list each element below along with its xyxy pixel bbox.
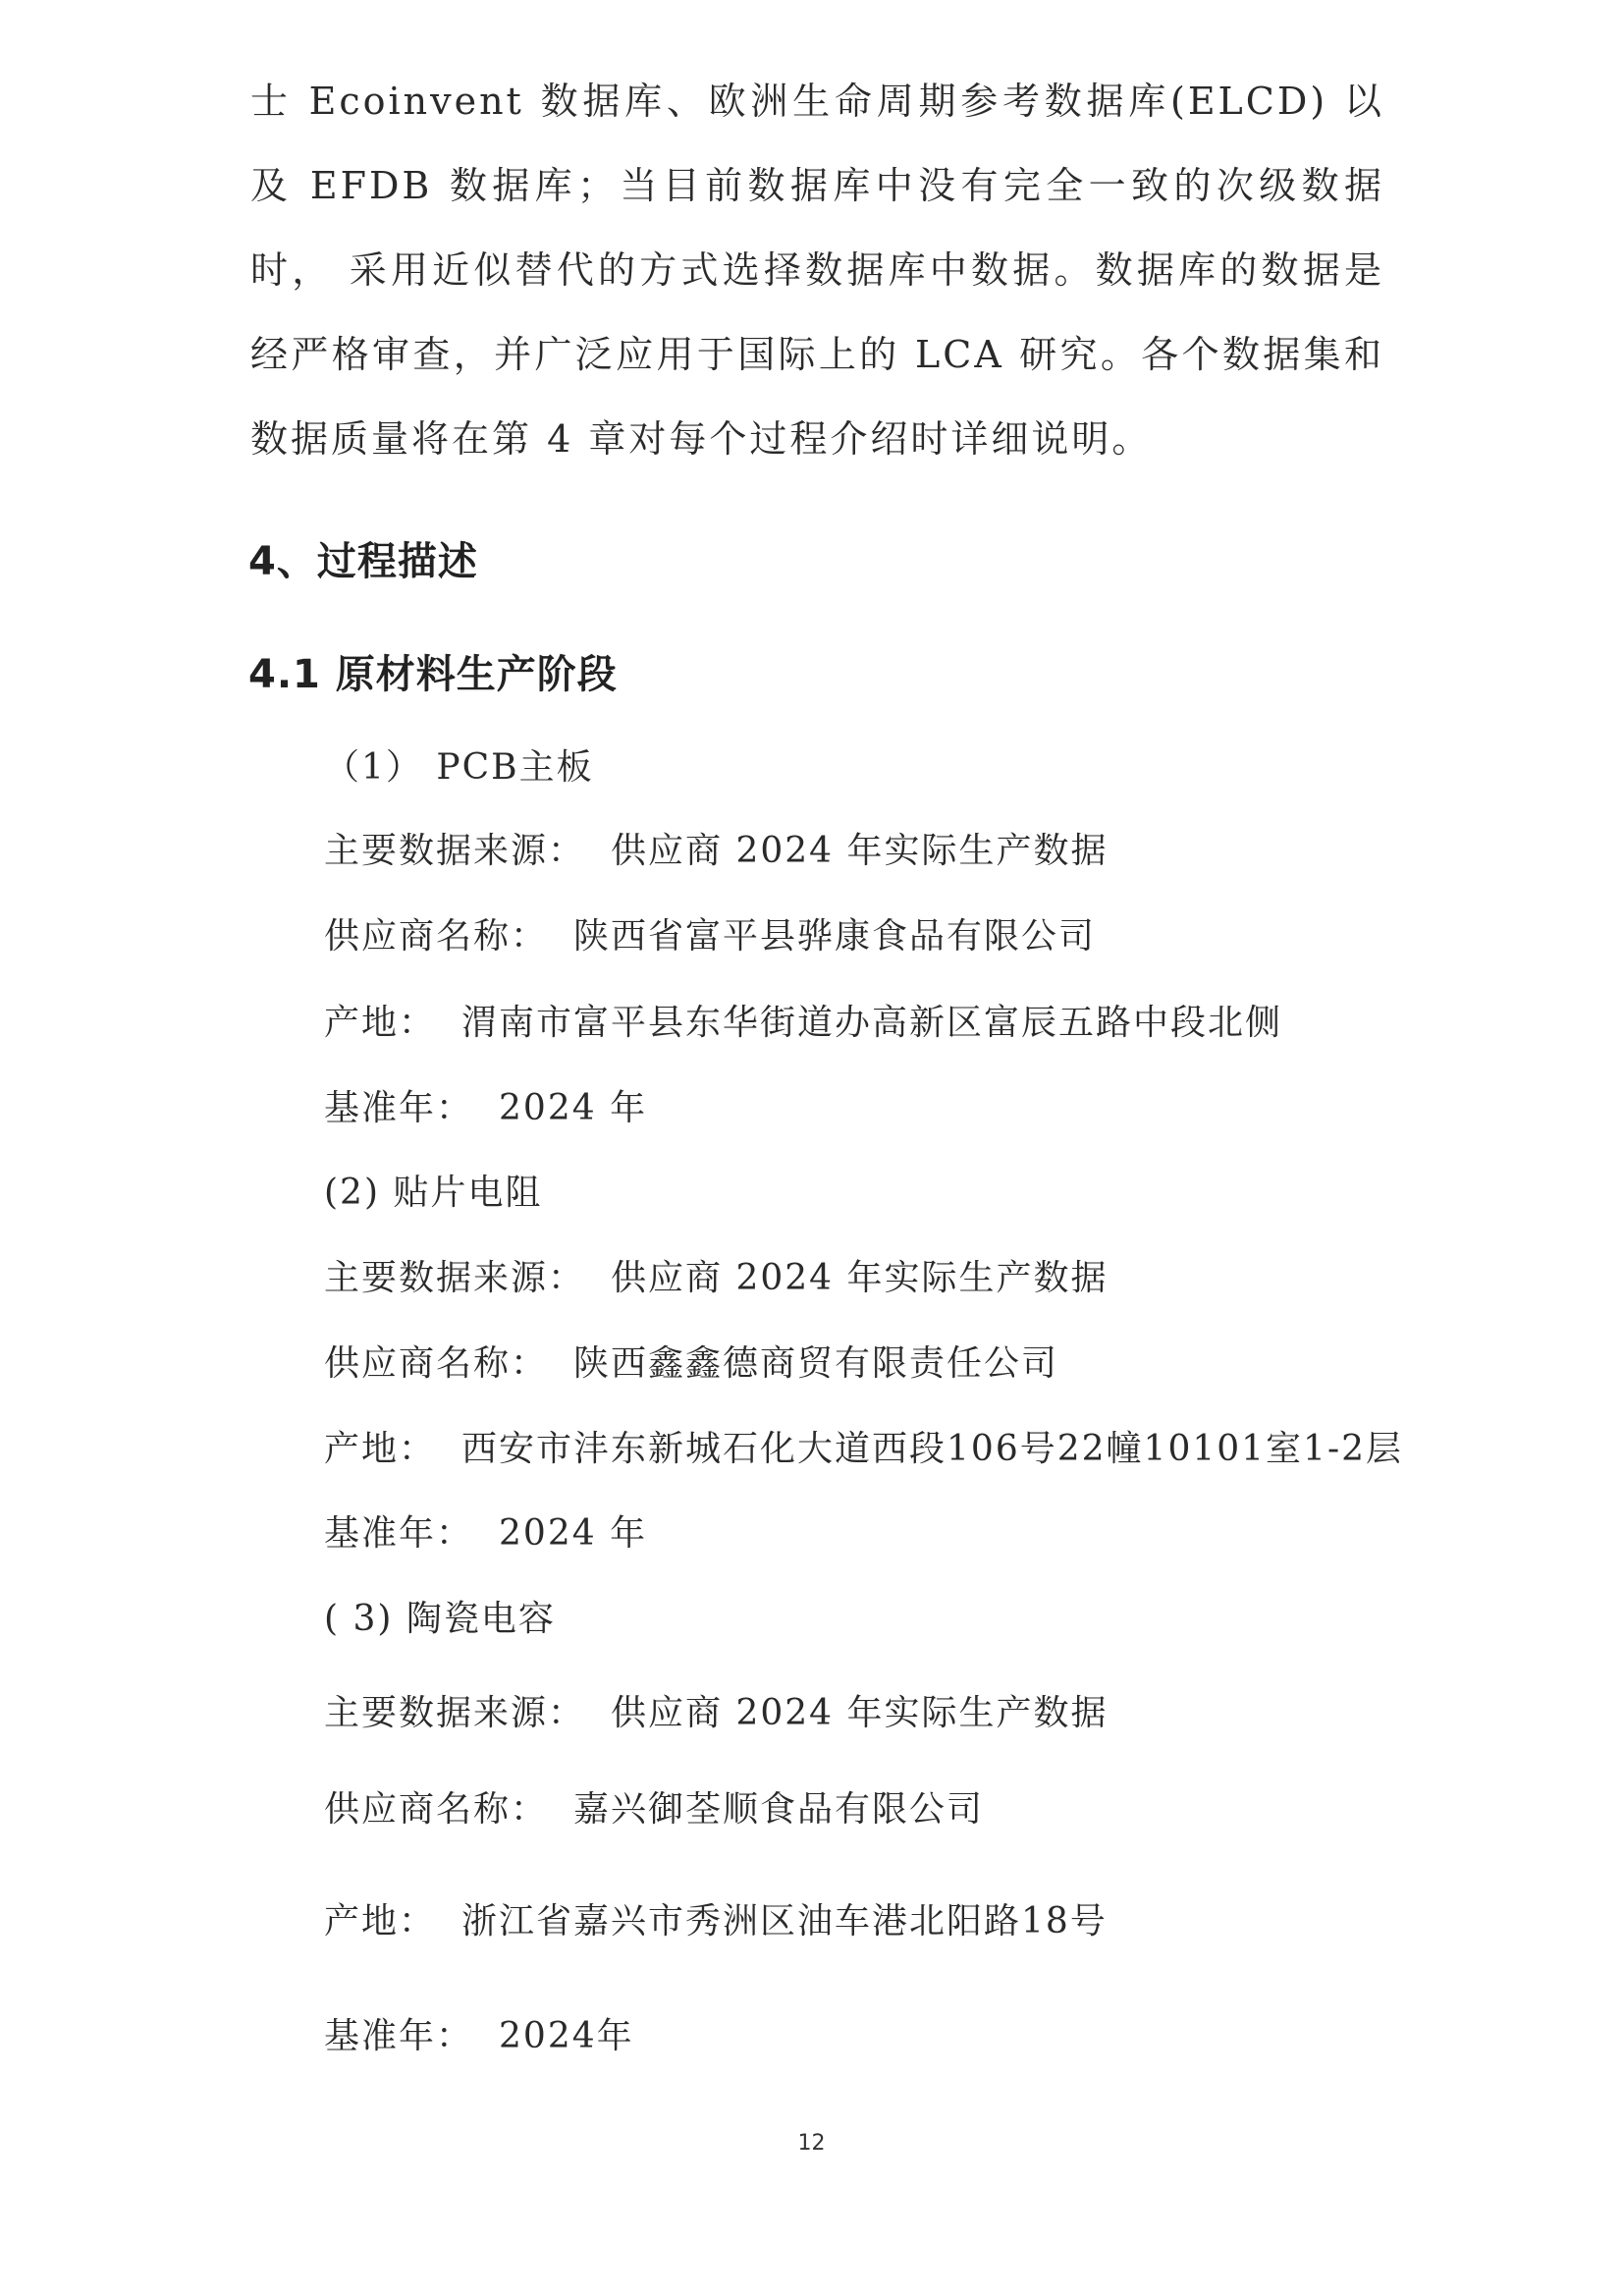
supplier-value: 嘉兴御荃顺食品有限公司: [573, 1789, 985, 1830]
origin-label: 产地：: [324, 1901, 437, 1941]
supplier-line: [324, 1342, 1058, 1386]
base-year-label: 基准年：: [324, 1513, 474, 1554]
base-year-line: [324, 1087, 647, 1130]
base-year-label: 基准年：: [324, 2016, 474, 2056]
supplier-label: 供应商名称：: [324, 916, 549, 957]
material-title: (2) 贴片电阻: [324, 1173, 543, 1213]
data-source-value: 供应商 2024 年实际生产数据: [611, 831, 1109, 871]
supplier-value: 陕西鑫鑫德商贸有限责任公司: [573, 1343, 1059, 1384]
material-title: （1） PCB主板: [324, 747, 594, 788]
base-year-line: [324, 2015, 634, 2058]
data-source-line: [324, 830, 1109, 873]
base-year-label: 基准年：: [324, 1088, 474, 1128]
page-number: 12: [797, 2131, 826, 2156]
data-source-line: [324, 1692, 1109, 1735]
origin-value: 浙江省嘉兴市秀洲区油车港北阳路18号: [461, 1901, 1108, 1941]
base-year-value: 2024 年: [499, 1088, 648, 1128]
data-source-label: 主要数据来源：: [324, 1693, 586, 1733]
material-title: ( 3) 陶瓷电容: [324, 1599, 556, 1639]
base-year-value: 2024年: [499, 2016, 634, 2056]
subsection-heading: 4.1 原材料生产阶段: [248, 652, 618, 697]
origin-label: 产地：: [324, 1429, 437, 1469]
origin-label: 产地：: [324, 1003, 437, 1043]
intro-paragraph: 士 Ecoinvent 数据库、欧洲生命周期参考数据库(ELCD) 以及 EFDB 数据库；当目前数据库中没有完全一致的次级数据时， 采用近似替代的方式选择数据库中数据。数据库的数据是经严格审查，并广泛应用于国际上的 LCA 研究。各个数据集和数据质量将在第 4 章对每个过程介绍时详细说明。: [250, 80, 1384, 461]
section-heading: 4、过程描述: [248, 539, 478, 584]
origin-line: [324, 1428, 1403, 1471]
supplier-value: 陕西省富平县骅康食品有限公司: [573, 916, 1097, 957]
origin-line: [324, 1900, 1108, 1943]
origin-value: 西安市沣东新城石化大道西段106号22幢10101室1-2层: [461, 1429, 1404, 1469]
supplier-line: [324, 1788, 984, 1831]
supplier-line: [324, 915, 1096, 958]
supplier-label: 供应商名称：: [324, 1789, 549, 1830]
base-year-line: [324, 1512, 647, 1556]
origin-value: 渭南市富平县东华街道办高新区富辰五路中段北侧: [461, 1003, 1283, 1043]
data-source-line: [324, 1257, 1109, 1300]
data-source-label: 主要数据来源：: [324, 831, 586, 871]
data-source-value: 供应商 2024 年实际生产数据: [611, 1693, 1109, 1733]
origin-line: [324, 1002, 1282, 1045]
data-source-label: 主要数据来源：: [324, 1258, 586, 1298]
base-year-value: 2024 年: [499, 1513, 648, 1554]
supplier-label: 供应商名称：: [324, 1343, 549, 1384]
data-source-value: 供应商 2024 年实际生产数据: [611, 1258, 1109, 1298]
